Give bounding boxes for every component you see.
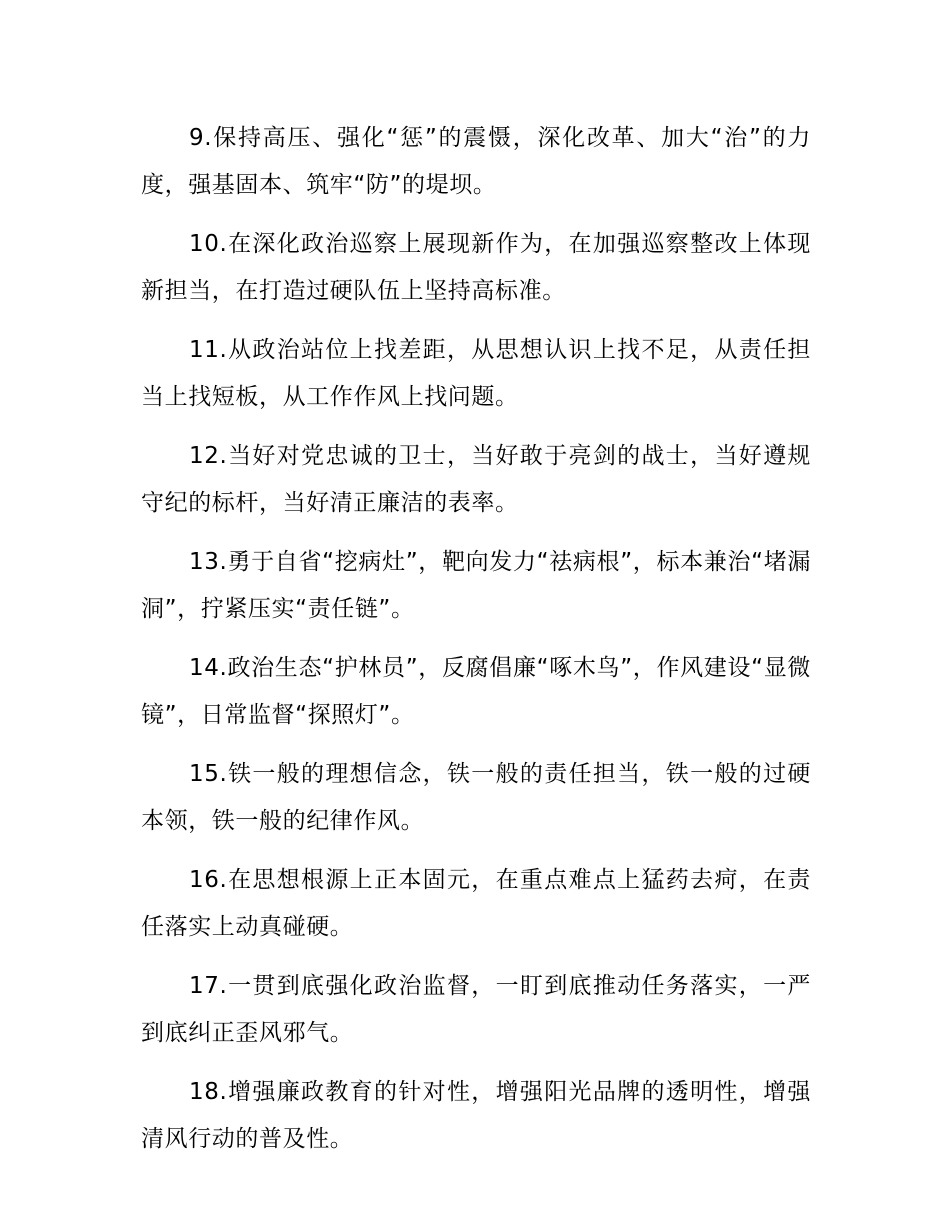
paragraph-12: 12.当好对党忠诚的卫士，当好敢于亮剑的战士，当好遵规守纪的标杆，当好清正廉洁的表率。	[141, 443, 811, 516]
paragraph-14: 14.政治生态“护林员”，反腐倡廉“啄木鸟”，作风建设“显微镜”，日常监督“探照灯”。	[141, 655, 811, 728]
paragraph-16: 16.在思想根源上正本固元，在重点难点上猛药去疴，在责任落实上动真碰硬。	[141, 867, 811, 940]
paragraph-10: 10.在深化政治巡察上展现新作为，在加强巡察整改上体现新担当，在打造过硬队伍上坚持高标准。	[141, 231, 811, 304]
paragraph-13: 13.勇于自省“挖病灶”，靶向发力“祛病根”，标本兼治“堵漏洞”，拧紧压实“责任链”。	[141, 549, 811, 622]
document-body	[141, 115, 811, 1175]
paragraph-11: 11.从政治站位上找差距，从思想认识上找不足，从责任担当上找短板，从工作作风上找问题。	[141, 337, 811, 410]
paragraph-18: 18.增强廉政教育的针对性，增强阳光品牌的透明性，增强清风行动的普及性。	[141, 1079, 811, 1152]
paragraph-17: 17.一贯到底强化政治监督，一盯到底推动任务落实，一严到底纠正歪风邪气。	[141, 973, 811, 1046]
paragraph-9: 9.保持高压、强化“惩”的震慑，深化改革、加大“治”的力度，强基固本、筑牢“防”的堤坝。	[141, 125, 811, 198]
paragraph-15: 15.铁一般的理想信念，铁一般的责任担当，铁一般的过硬本领，铁一般的纪律作风。	[141, 761, 811, 834]
